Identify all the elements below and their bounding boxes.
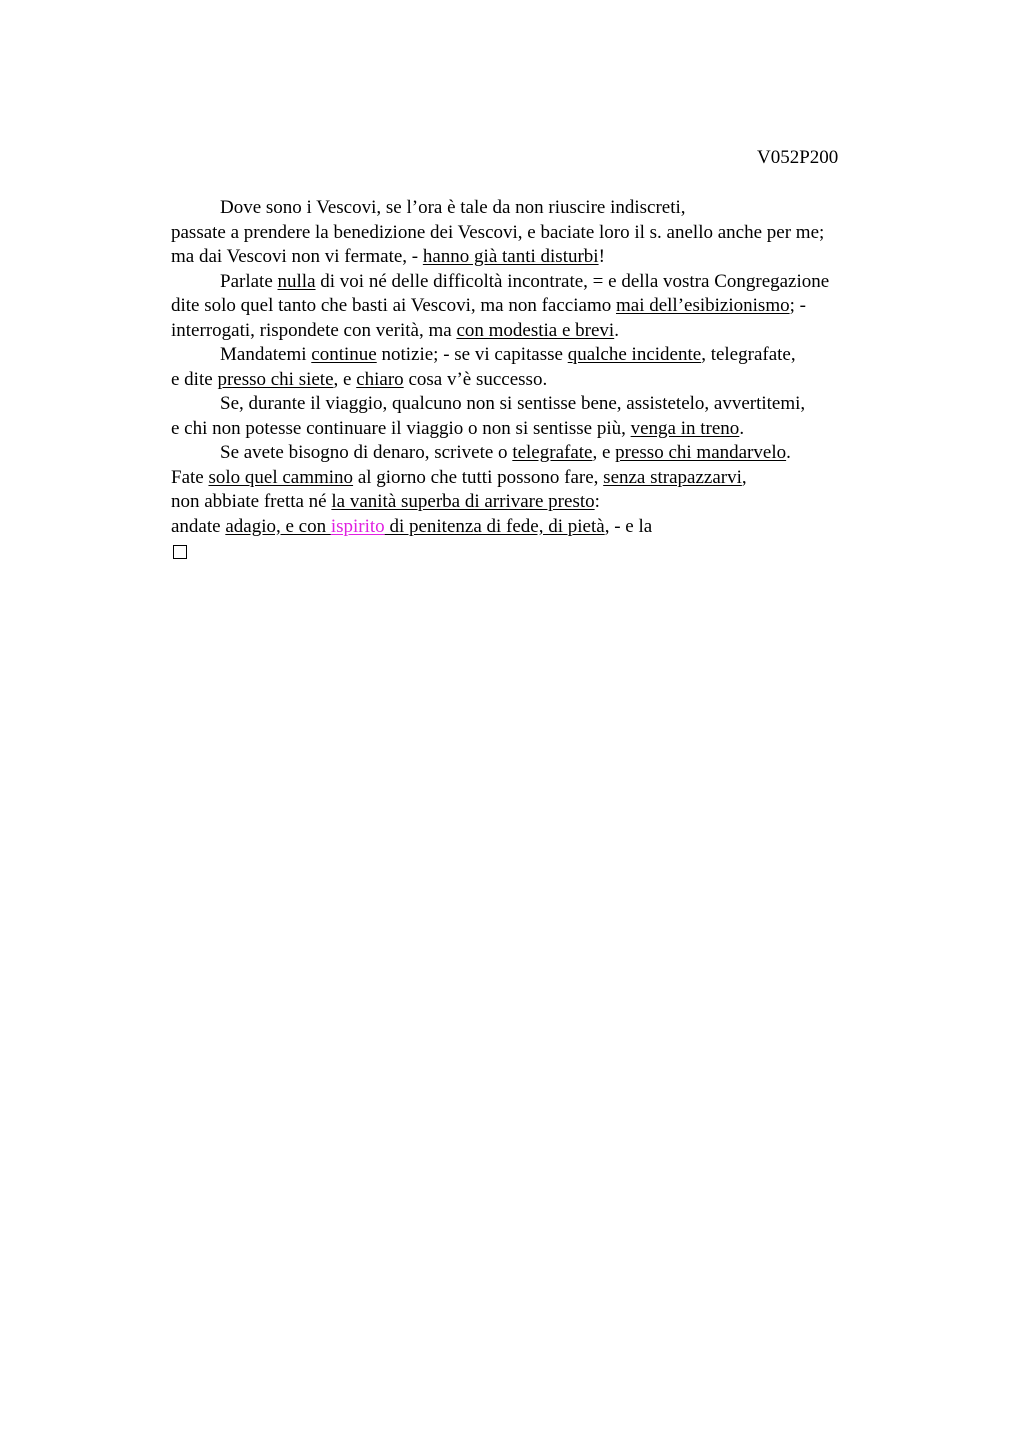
text-segment: Dove sono i Vescovi, se l’ora è tale da non riuscire indiscreti, — [220, 197, 686, 218]
text-segment: . — [786, 442, 791, 463]
text-segment: , telegrafate, — [701, 344, 796, 365]
underlined-text: con modestia e brevi — [456, 319, 615, 341]
text-segment: . — [614, 319, 619, 341]
text-segment: Se avete bisogno di denaro, scrivete o — [220, 442, 513, 463]
text-segment: , e — [333, 368, 357, 390]
underlined-text: venga in treno — [630, 417, 740, 439]
text-segment: e dite — [171, 368, 218, 390]
underlined-text: senza strapazzarvi — [603, 466, 742, 488]
document-body — [171, 196, 891, 559]
text-segment: , — [741, 466, 747, 488]
text-segment: . — [739, 417, 745, 439]
text-segment: , - e la — [604, 515, 653, 537]
text-line — [171, 515, 891, 540]
page-id: V052P200 — [757, 147, 839, 168]
text-lines — [171, 196, 891, 539]
text-segment: , e — [592, 442, 616, 463]
text-segment: : — [594, 491, 600, 512]
text-segment: andate — [171, 515, 226, 537]
text-segment: Parlate — [220, 270, 278, 292]
underlined-text: di penitenza di fede, di pietà — [384, 515, 605, 537]
text-line — [171, 466, 891, 491]
checkbox-icon[interactable] — [173, 545, 187, 559]
text-line — [171, 343, 891, 368]
text-line — [171, 294, 891, 319]
underlined-text: chiaro — [356, 368, 404, 390]
text-segment: Fate — [171, 466, 209, 488]
text-line — [171, 368, 891, 393]
text-segment: e chi non potesse continuare il viaggio o non si sentisse più, — [171, 417, 631, 439]
underlined-text: adagio, e con — [225, 515, 331, 537]
text-segment: passate a prendere la benedizione dei Vescovi, e baciate loro il s. anello anche per me; — [171, 221, 825, 243]
underlined-text: solo quel cammino — [208, 466, 354, 488]
text-line — [171, 196, 891, 221]
text-segment: ! — [598, 246, 605, 267]
underlined-text: la vanità superba di arrivare presto — [331, 491, 595, 512]
text-segment: dite solo quel tanto che basti ai Vescovi, ma non facciamo — [171, 295, 616, 316]
underlined-text: qualche incidente — [567, 344, 702, 365]
text-line — [171, 270, 891, 295]
text-segment: notizie; - se vi capitasse — [376, 344, 568, 365]
highlighted-word: ispirito — [330, 515, 385, 537]
text-segment: cosa v’è successo. — [403, 368, 548, 390]
text-segment: ma dai Vescovi non vi fermate, - — [171, 246, 423, 267]
text-segment: Se, durante il viaggio, qualcuno non si sentisse bene, assistetelo, avvertitemi, — [220, 393, 806, 414]
text-line — [171, 221, 891, 246]
underlined-text: hanno già tanti disturbi — [422, 246, 599, 267]
underlined-text: nulla — [277, 270, 316, 292]
underlined-text: presso chi mandarvelo — [615, 442, 787, 463]
text-segment: interrogati, rispondete con verità, ma — [171, 319, 457, 341]
text-segment: di voi né delle difficoltà incontrate, = e della vostra Congregazione — [315, 270, 830, 292]
text-line — [171, 441, 891, 466]
text-line — [171, 392, 891, 417]
text-segment: Mandatemi — [220, 344, 312, 365]
text-segment: al giorno che tutti possono fare, — [353, 466, 604, 488]
text-line — [171, 490, 891, 515]
text-segment: ; - — [789, 295, 806, 316]
underlined-text: telegrafate — [512, 442, 593, 463]
underlined-text: continue — [311, 344, 377, 365]
text-line — [171, 319, 891, 344]
underlined-text: presso chi siete — [217, 368, 334, 390]
text-line — [171, 417, 891, 442]
text-segment: non abbiate fretta né — [171, 491, 332, 512]
underlined-text: mai dell’esibizionismo — [615, 295, 790, 316]
text-line — [171, 245, 891, 270]
